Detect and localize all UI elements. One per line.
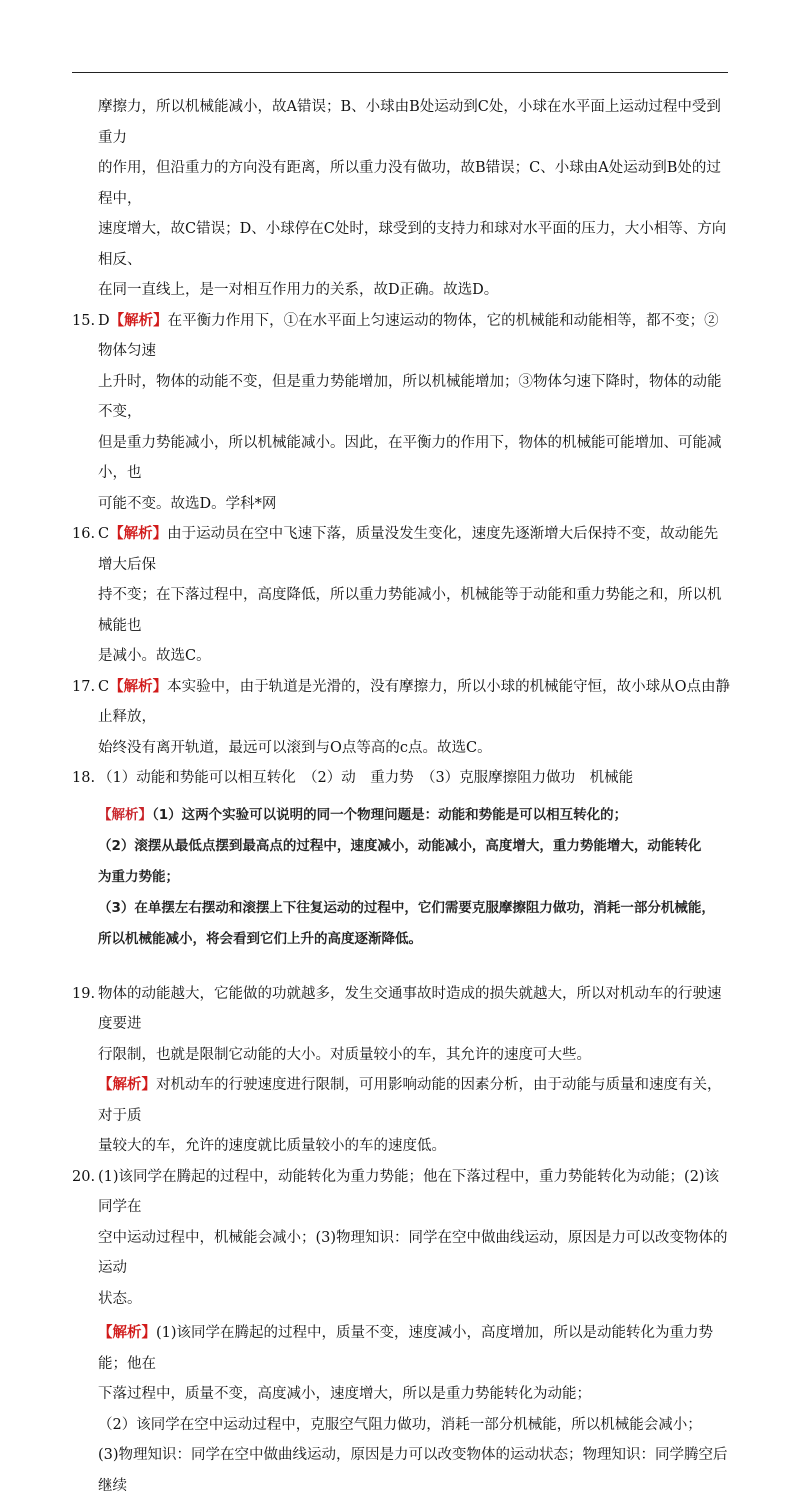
text-line: 空中运动过程中，机械能会减小；(3)物理知识：同学在空中做曲线运动，原因是力可以改变物体的运动 bbox=[98, 1223, 732, 1284]
answer-line: （1）动能和势能可以相互转化 （2）动 重力势 （3）克服摩擦阻力做功 机械能 bbox=[98, 763, 732, 794]
text-line: 持不变；在下落过程中，高度降低，所以重力势能减小，机械能等于动能和重力势能之和，所以机械能也 bbox=[98, 580, 732, 641]
answer-letter: D bbox=[98, 313, 110, 329]
continuation-text bbox=[72, 92, 732, 306]
text-line: 可能不变。故选D。学科*网 bbox=[98, 489, 732, 520]
text-line: 的作用，但沿重力的方向没有距离，所以重力没有做功，故B错误；C、小球由A处运动到B处的过程中， bbox=[98, 153, 732, 214]
text-line: 在平衡力作用下，①在水平面上匀速运动的物体，它的机械能和动能相等，都不变；②物体匀速 bbox=[98, 313, 719, 360]
text-line: （1）这两个实验可以说明的同一个物理问题是：动能和势能是可以相互转化的； bbox=[152, 807, 627, 823]
text-line: 是减小。故选C。 bbox=[98, 641, 732, 672]
text-line: 摩擦力，所以机械能减小，故A错误；B、小球由B处运动到C处，小球在水平面上运动过程中受到重力 bbox=[98, 92, 732, 153]
text-line: 行限制，也就是限制它动能的大小。对质量较小的车，其允许的速度可大些。 bbox=[98, 1040, 732, 1071]
question-15 bbox=[72, 306, 732, 520]
question-number: 18. bbox=[72, 763, 98, 794]
text-line: (1)该同学在腾起的过程中，动能转化为重力势能；他在下落过程中，重力势能转化为动能；(2)该同学在 bbox=[98, 1162, 732, 1223]
text-line: 下落过程中，质量不变，高度减小，速度增大，所以是重力势能转化为动能； bbox=[98, 1379, 732, 1410]
text-line: 始终没有离开轨道，最远可以滚到与O点等高的c点。故选C。 bbox=[98, 733, 732, 764]
answer-letter: C bbox=[98, 679, 109, 695]
question-number: 16. bbox=[72, 519, 98, 672]
text-line: 量较大的车，允许的速度就比质量较小的车的速度低。 bbox=[98, 1131, 732, 1162]
text-line: （2）滚摆从最低点摆到最高点的过程中，速度减小，动能减小，高度增大，重力势能增大，动能转化 bbox=[98, 831, 732, 862]
text-line: (1)该同学在腾起的过程中，质量不变，速度减小，高度增加，所以是动能转化为重力势能；他在 bbox=[98, 1325, 713, 1372]
text-line: 速度增大，故C错误；D、小球停在C处时，球受到的支持力和球对水平面的压力，大小相等、方向相反、 bbox=[98, 214, 732, 275]
text-line: （2）该同学在空中运动过程中，克服空气阻力做功，消耗一部分机械能，所以机械能会减小； bbox=[98, 1410, 732, 1441]
text-line: （3）在单摆左右摆动和滚摆上下往复运动的过程中，它们需要克服摩擦阻力做功，消耗一部分机械能， bbox=[98, 893, 732, 924]
header-rule bbox=[72, 72, 728, 73]
question-18 bbox=[72, 763, 732, 794]
scanned-analysis bbox=[72, 800, 732, 955]
question-17 bbox=[72, 672, 732, 764]
analysis-tag: 【解析】 bbox=[110, 312, 168, 329]
text-line: 本实验中，由于轨道是光滑的，没有摩擦力，所以小球的机械能守恒，故小球从O点由静止释放， bbox=[98, 679, 730, 726]
analysis-tag: 【解析】 bbox=[109, 525, 167, 542]
text-line: (3)物理知识：同学在空中做曲线运动，原因是力可以改变物体的运动状态；物理知识：同学腾空后继续 bbox=[98, 1440, 732, 1501]
question-number: 19. bbox=[72, 979, 98, 1162]
text-line: 状态。 bbox=[98, 1284, 732, 1315]
analysis-tag: 【解析】 bbox=[98, 807, 152, 823]
text-line: 由于运动员在空中飞速下落，质量没发生变化，速度先逐渐增大后保持不变，故动能先增大后保 bbox=[98, 526, 718, 573]
text-line: 在同一直线上，是一对相互作用力的关系，故D正确。故选D。 bbox=[98, 275, 732, 306]
answer-page bbox=[72, 92, 732, 1501]
question-number: 20. bbox=[72, 1162, 98, 1501]
analysis-tag: 【解析】 bbox=[98, 1076, 156, 1093]
text-line: 对机动车的行驶速度进行限制，可用影响动能的因素分析，由于动能与质量和速度有关，对于质 bbox=[98, 1077, 722, 1124]
question-number: 15. bbox=[72, 306, 98, 520]
text-line: 所以机械能减小，将会看到它们上升的高度逐渐降低。 bbox=[98, 924, 732, 955]
analysis-tag: 【解析】 bbox=[98, 1324, 156, 1341]
question-20 bbox=[72, 1162, 732, 1501]
analysis-tag: 【解析】 bbox=[109, 678, 167, 695]
question-number: 17. bbox=[72, 672, 98, 764]
text-line: 但是重力势能减小，所以机械能减小。因此，在平衡力的作用下，物体的机械能可能增加、可能减小，也 bbox=[98, 428, 732, 489]
text-line: 上升时，物体的动能不变，但是重力势能增加，所以机械能增加；③物体匀速下降时，物体的动能不变， bbox=[98, 367, 732, 428]
answer-letter: C bbox=[98, 526, 109, 542]
question-19 bbox=[72, 979, 732, 1162]
question-16 bbox=[72, 519, 732, 672]
text-line: 物体的动能越大，它能做的功就越多，发生交通事故时造成的损失就越大，所以对机动车的行驶速度要进 bbox=[98, 979, 732, 1040]
text-line: 为重力势能； bbox=[98, 862, 732, 893]
